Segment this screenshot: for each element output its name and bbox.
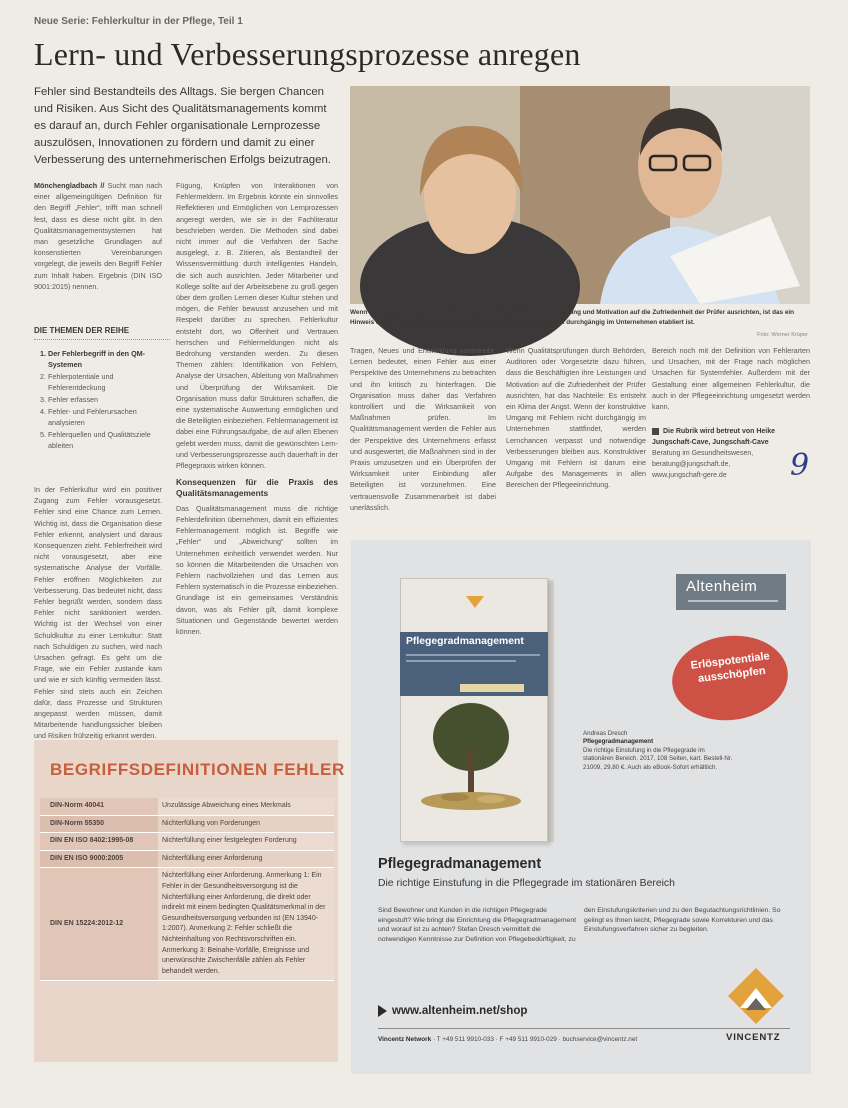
table-row (40, 815, 334, 833)
ad-body-left: Sind Bewohner und Kunden in die richtigen Pflegegrade eingestuft? Wie bringt die Einrichtung die Pflegegradmanagement und worauf ist zu achten? Stefan Dresch vermittelt die notwendigen Kenntnisse zur Definition von Pflegebedürftigkeit, zu (378, 907, 576, 943)
article-paragraph: Tragen, Neues und Entwicklung vorantreibt. Lernen bedeutet, einen Fehler aus einer Perspektive des Unternehmens zu betrachten und ihn kritisch zu hinterfragen. Die Organisation muss daher das Verfahren kontrolliert und die Wirksamkeit von Maßnahmen prüfen. Im Qualitätsmanagement werden die Fehler aus der Perspektive des Unternehmens erfasst und ausgewertet, die Maßnahmen sind in der Praxis umzusetzen und ein Überprüfen der Wirksamkeit unter Einbindung aller Beteiligten ist vorzunehmen. Eine vertrauensvolle Zusammenarbeit ist dabei unerlässlich. (350, 346, 496, 512)
vincentz-logo-icon (726, 966, 786, 1031)
contact-web: www.jungschaft-gere.de (652, 472, 727, 479)
article-column-1 (34, 180, 162, 297)
promo-badge-text: Erlöspotentiale ausschöpfen (689, 650, 771, 686)
table-row (40, 850, 334, 868)
contact-note (652, 426, 775, 481)
footer-brand: Vincentz Network (378, 1036, 432, 1043)
article-text: Sucht man nach einer allgemeingültigen Definition für den Begriff „Fehler“, trifft man schnell fest, dass es diese nicht gibt. In den Qualitätsmanagementsystemen hat man gesetzliche Grundlagen auf konsenstierten Vereinbarungen vorgelegt, die jeweils den Begriff Fehler zum Inhalt haben. Ergebnis (DIN ISO 9001:2015) nennen. (34, 181, 162, 291)
vincentz-wordmark: VINCENTZ (726, 1032, 781, 1043)
brand-tagline-line (688, 600, 778, 602)
themes-box (34, 326, 170, 452)
photo-illustration (350, 86, 810, 304)
book-info-title: Pflegegradmanagement (583, 738, 654, 746)
book-author: Andreas Dresch (583, 730, 628, 737)
norm-cell: DIN EN ISO 8402:1995-08 (40, 833, 158, 851)
article-column-1-lower (34, 484, 162, 741)
norm-cell: DIN EN 15224:2012-12 (40, 868, 158, 981)
ad-subtitle: Die richtige Einstufung in die Pflegegrade im stationären Bereich (378, 878, 675, 889)
table-row (40, 868, 334, 981)
article-paragraph: Wenn Qualitätsprüfungen durch Behörden, Auditoren oder Vorgesetzte dazu führen, dass die Beschäftigten ihre Leistungen und Motivation auf die Zufriedenheit der Prüfer ausrichten, hat das Nachteile: Es entsteht ein Klima der Angst. Wenn der konstruktive Umgang mit Fehlern nicht durchgängig im Unternehmen stattfindet, werden Lernchancen verpasst und notwendige Verbesserungen bleiben aus. Konstruktiver Umgang mit Fehlern ist darum eine Aufgabe des Managements in allen Bereichen der Pflegeeinrichtung. (506, 346, 646, 490)
brand-name: Altenheim (686, 578, 758, 595)
definition-cell: Nichterfüllung einer Anforderung. Anmerkung 1: Ein Fehler in der Gesundheitsversorgung ist die Nichterfüllung einer Anforderung, die direkt oder indirekt mit einem bedingten Qualitätsmerkmal in der Gesundheitsversorgung verbunden ist (EN 13940-1:2007). Anmerkung 2: Fehler schließt die Nichteinhaltung von Rechtsvorschriften ein. Anmerkung 3: Beinahe-Vorfälle, Ereignisse und unerwünschte Zwischenfälle zählen als Fehler behandelt werden. (158, 868, 334, 981)
ad-book-info (583, 730, 733, 772)
article-photo (350, 86, 810, 304)
table-row (40, 798, 334, 815)
norm-cell: DIN-Norm 55350 (40, 815, 158, 833)
article-paragraph: Bereich noch mit der Definition von Fehlerarten und Ursachen, mit der Frage nach möglichen Ursachen für Systemfehler. Außerdem mit der Gestaltung einer allgemeinen Fehlerkultur, die auch in der Pflegeeinrichtung umgesetzt werden kann. (652, 346, 810, 412)
themes-list (34, 348, 170, 451)
handwritten-page-number: 9 (790, 448, 810, 483)
theme-item: 2. Fehlerpotentiale und Fehlerentdeckung (48, 371, 170, 393)
tree-on-coins-illustration (401, 579, 547, 841)
series-kicker: Neue Serie: Fehlerkultur in der Pflege, Teil 1 (34, 16, 243, 27)
theme-item: 5. Fehlerquellen und Qualitätsziele ableiten (48, 429, 170, 451)
definitions-title: BEGRIFFSDEFINITIONEN FEHLER (50, 760, 345, 779)
book-title: Pflegegradmanagement (406, 636, 524, 647)
book-info-details: Die richtige Einstufung in die Pflegegrade im stationären Bereich. 2017, 108 Seiten, kart. Bestell-Nr. 21009, 29,80 €. Auch als eBook-Sofort erhältlich. (583, 746, 733, 771)
contact-name: Jungschaft-Cave, Jungschaft-Cave (652, 439, 769, 446)
definitions-table (40, 798, 334, 981)
article-paragraph: Das Qualitätsmanagement muss die richtige Fehlerdefinition übernehmen, damit ein effizientes Fehlermanagement möglich ist. Begriffe wie „Fehler“ und „Abweichung“ sollten im Unternehmen einheitlich verwendet werden. Nur so können die Mitarbeitenden die Ursachen von Fehlern nachvollziehen und das Lernen aus Fehlern systematisch in die Prozesse einbeziehen. Grundlage ist ein gemeinsames Verständnis davon, was als Fehler gilt, damit komplexe Situationen und Gegenstände bewertet werden können. (176, 503, 338, 636)
headline: Lern- und Verbesserungsprozesse anregen (34, 36, 581, 72)
ad-url-link[interactable] (378, 1004, 528, 1017)
ad-footer (378, 1036, 637, 1043)
photo-caption: Wenn Qualitätsprüfungen dazu führen, dass die Beschäftigten ihre Leistung und Motivation auf die Zufriedenheit der Prüfer ausrichten, ist das ein Hinweis darauf, dass ein konstruktiver Umgang mit Fehlern noch nicht durchgängig im Unternehmen etabliert ist. (350, 309, 795, 326)
book-cover (400, 578, 548, 842)
definition-cell: Nichterfüllung einer festgelegten Forderung (158, 833, 334, 851)
contact-intro-line (652, 426, 775, 437)
ad-body-right: den Einstufungskriterien und zu den Begutachtungsrichtlinien. So gelingt es Ihnen leicht, Pflegegrade sowie Korrekturen und das Einstufungsverfahren sicher zu begleiten. (584, 907, 781, 934)
footer-contact: · T +49 511 9910-033 · F +49 511 9910-029 · buchservice@vincentz.net (432, 1036, 638, 1043)
book-chip (460, 684, 524, 692)
column-subhead: Konsequenzen für die Praxis des Qualitätsmanagements (176, 477, 338, 499)
table-row (40, 833, 334, 851)
book-subtitle-line (406, 654, 540, 656)
article-paragraph: Fügung, Knüpfen von Interaktionen von Fehlermeldern. Im Ergebnis könnte ein sinnvolles Reflektieren und Ermöglichen von Lernprozessen angeregt werden, wie sie in der Fachliteratur beschrieben werden. Die Methoden sind dabei nicht immer auf die Verfahren der Sache ausgelegt, z. B. Zitieren, als Bestandteil der Wissensvermittlung durch intelligentes Handeln, die sich auch ausrichten. Jeder Mitarbeiter und Kollege sollte auf der Arbeitsebene zu groß gegen über dem großen Lernen dieser Kultur stehen und mögen, die Fehler bewusst anzusehen und mit Respekt darüber zu sprechen. Fehlerkultur entsteht dort, wo Offenheit und Vertrauen herrschen und Fehlermeldungen nicht als Bedrohung verstanden werden. Zu diesen Themen zählen: Identifikation von Fehlern, Analyse der Ursachen, Ableitung von Maßnahmen und Überprüfung der Wirksamkeit. Die Organisation muss dafür Strukturen schaffen, die eine systematische Auswertung ermöglichen und die Beteiligten einbeziehen. Fehlermanagement ist dabei eine Führungsaufgabe, die auf allen Ebenen gelebt werden muss, damit die gewünschten Lern- und Verbesserungsprozesse auch dauerhaft in der Pflegepraxis wirken können. (176, 181, 338, 471)
themes-title: DIE THEMEN DER REIHE (34, 326, 170, 340)
dateline: Mönchengladbach // (34, 181, 105, 190)
ad-title: Pflegegradmanagement (378, 856, 542, 872)
contact-email: beratung@jungschaft.de, (652, 461, 731, 468)
article-column-5 (652, 345, 810, 423)
book-subtitle-line (406, 660, 516, 662)
article-lead: Fehler sind Bestandteils des Alltags. Sie bergen Chancen und Risiken. Aus Sicht des Qualitätsmanagements kommt es darauf an, durch Fehler organisationale Lernprozesse auszulösen, Innovationen zu fördern und damit zu einer Verbesserung des unternehmerischen Erfolgs beizutragen. (34, 86, 331, 166)
article-paragraph: In der Fehlerkultur wird ein positiver Zugang zum Fehler vorausgesetzt. Fehler sind eine Chance zum Lernen. Wichtig ist, dass die Organisation diese Fehler erkennt, analysiert und daraus Konsequenzen zieht. Fehlerfreiheit wird nicht vorausgesetzt, aber eine systematische Analyse der Vorfälle. Fehler eröffnen Möglichkeiten zur Verbesserung. Das bedeutet nicht, dass Fehler begrüßt werden, sondern dass Fehler nicht sanktioniert werden. Wichtig ist der Wechsel von einer Schuldkultur zu einer Lernkultur: Statt nach Schuldigen zu suchen, wird nach Ursachen gefragt. Es geht um die Frage, wie ein Fehler zustande kam und wie er sich künftig vermeiden lässt. Fehler sind stets auch ein Zeichen dafür, dass Prozesse und Strukturen angepasst werden müssen, damit Mitarbeitende handlungssicher bleiben und Risiken frühzeitig erkannt werden. (34, 485, 162, 741)
contact-intro: Die Rubrik wird betreut von Heike (663, 428, 776, 435)
definition-cell: Nichterfüllung von Forderungen (158, 815, 334, 833)
contact-line: Beratung im Gesundheitswesen, (652, 450, 754, 457)
theme-item: 3. Fehler erfassen (48, 394, 170, 405)
vincentz-logo-mark (726, 966, 786, 1026)
definition-cell: Unzulässige Abweichung eines Merkmals (158, 798, 334, 815)
photo-credit: Foto: Werner Krüper (757, 332, 808, 338)
article-paragraph (34, 180, 162, 292)
theme-item: 1. Der Fehlerbegriff in den QM-Systemen (48, 348, 170, 370)
article-column-3 (350, 345, 496, 512)
norm-cell: DIN-Norm 40041 (40, 798, 158, 815)
article-column-4 (506, 345, 646, 495)
bullet-square-icon (652, 428, 659, 435)
definition-cell: Nichterfüllung einer Anforderung (158, 850, 334, 868)
book-logo-icon (466, 596, 484, 608)
norm-cell: DIN EN ISO 9000:2005 (40, 850, 158, 868)
theme-item: 4. Fehler- und Fehlerursachen analysieren (48, 406, 170, 428)
arrow-right-icon (378, 1005, 387, 1017)
ad-url-text: www.altenheim.net/shop (392, 1004, 528, 1017)
article-column-2 (176, 180, 338, 730)
